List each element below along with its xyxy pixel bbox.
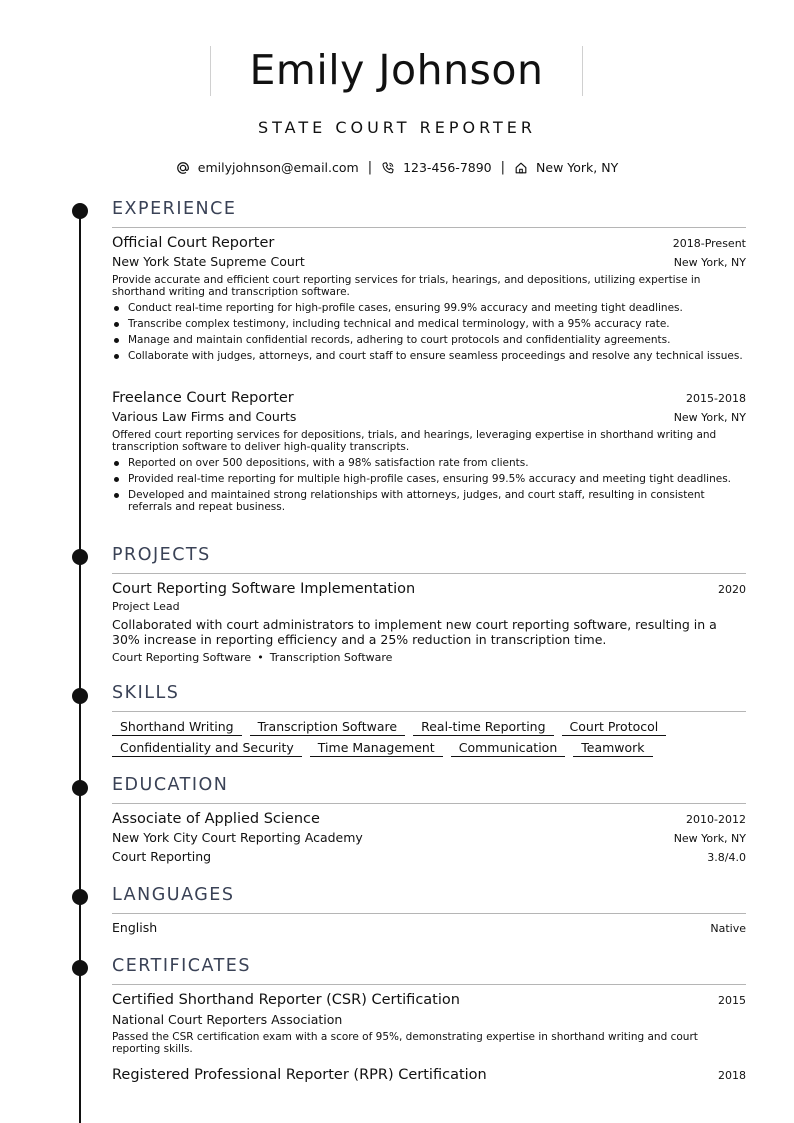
project-name: Court Reporting Software Implementation bbox=[112, 581, 416, 597]
language-row bbox=[112, 920, 746, 936]
list-item: Provided real-time reporting for multiple high-profile cases, ensuring 99.5% accuracy and meeting tight deadlines. bbox=[112, 473, 746, 485]
job-org: Various Law Firms and Courts bbox=[112, 409, 297, 424]
list-item: Developed and maintained strong relationships with attorneys, judges, and court staff, resulting in consistent referrals and repeat business. bbox=[112, 489, 746, 513]
contact-email[interactable] bbox=[176, 160, 359, 176]
skill-tag: Real-time Reporting bbox=[413, 719, 553, 736]
certificate-date: 2018 bbox=[718, 1069, 746, 1082]
section-title-education: EDUCATION bbox=[112, 775, 229, 795]
contact-separator: | bbox=[500, 160, 506, 175]
job-date: 2018-Present bbox=[672, 237, 746, 250]
job-org-row bbox=[112, 254, 746, 270]
job-org-row bbox=[112, 409, 746, 425]
skills-row bbox=[112, 719, 752, 736]
name-frame bbox=[210, 46, 583, 96]
job-summary: Offered court reporting services for depositions, trials, and hearings, leveraging expertise in shorthand writing and transcription software to deliver high-quality transcripts. bbox=[112, 429, 717, 453]
job-bullets bbox=[112, 302, 746, 366]
certificate-name: Certified Shorthand Reporter (CSR) Certification bbox=[112, 992, 460, 1008]
list-item: Manage and maintain confidential records, adhering to court protocols and confidentiality agreements. bbox=[112, 334, 746, 346]
certificate-header bbox=[112, 991, 746, 1009]
job-header bbox=[112, 389, 746, 407]
project-description: Collaborated with court administrators to implement new court reporting software, resulting in a 30% increase in reporting efficiency and a 25% reduction in transcription time. bbox=[112, 617, 717, 647]
list-item: Collaborate with judges, attorneys, and court staff to ensure seamless proceedings and resolve any technical issues. bbox=[112, 350, 746, 362]
job-role: Official Court Reporter bbox=[112, 235, 275, 251]
language-name: English bbox=[112, 920, 158, 935]
candidate-name: Emily Johnson bbox=[249, 46, 544, 94]
job-location: New York, NY bbox=[673, 256, 746, 269]
certificate-name: Registered Professional Reporter (RPR) Certification bbox=[112, 1067, 487, 1083]
project-keywords bbox=[112, 651, 392, 665]
job-title: STATE COURT REPORTER bbox=[257, 118, 537, 137]
timeline-dot bbox=[72, 203, 88, 219]
skill-tag: Confidentiality and Security bbox=[112, 740, 302, 757]
location-text: New York, NY bbox=[536, 160, 619, 175]
list-item: Reported on over 500 depositions, with a 98% satisfaction rate from clients. bbox=[112, 457, 746, 469]
contact-separator: | bbox=[367, 160, 373, 175]
section-divider bbox=[112, 984, 746, 985]
project-role: Project Lead bbox=[112, 600, 180, 613]
job-summary: Provide accurate and efficient court reporting services for trials, hearings, and depositions, utilizing expertise in shorthand writing and transcription software. bbox=[112, 274, 701, 298]
project-header bbox=[112, 580, 746, 598]
skills-row bbox=[112, 740, 752, 757]
project-keyword: Transcription Software bbox=[269, 651, 393, 664]
timeline-dot bbox=[72, 889, 88, 905]
timeline-dot bbox=[72, 960, 88, 976]
at-icon bbox=[176, 161, 190, 175]
phone-icon bbox=[381, 161, 395, 175]
certificate-description: Passed the CSR certification exam with a score of 95%, demonstrating expertise in shorthand writing and court reporting skills. bbox=[112, 1031, 698, 1055]
project-date: 2020 bbox=[718, 583, 746, 596]
education-school-row bbox=[112, 830, 746, 846]
job-role: Freelance Court Reporter bbox=[112, 390, 294, 406]
job-org: New York State Supreme Court bbox=[112, 254, 305, 269]
section-title-skills: SKILLS bbox=[112, 683, 180, 703]
list-item: Conduct real-time reporting for high-profile cases, ensuring 99.9% accuracy and meeting tight deadlines. bbox=[112, 302, 746, 314]
job-location: New York, NY bbox=[673, 411, 746, 424]
skill-tag: Transcription Software bbox=[250, 719, 405, 736]
skill-tag: Time Management bbox=[310, 740, 443, 757]
education-field-row bbox=[112, 849, 746, 865]
section-title-experience: EXPERIENCE bbox=[112, 199, 237, 219]
education-school: New York City Court Reporting Academy bbox=[112, 830, 363, 845]
section-divider bbox=[112, 711, 746, 712]
email-text: emilyjohnson@email.com bbox=[197, 160, 359, 175]
certificate-header bbox=[112, 1066, 746, 1084]
list-item: Transcribe complex testimony, including technical and medical terminology, with a 95% accuracy rate. bbox=[112, 318, 746, 330]
timeline-line bbox=[79, 205, 81, 1123]
keyword-separator: • bbox=[257, 651, 264, 664]
skill-tag: Shorthand Writing bbox=[112, 719, 242, 736]
section-divider bbox=[112, 573, 746, 574]
home-icon bbox=[514, 161, 528, 175]
job-date: 2015-2018 bbox=[686, 392, 746, 405]
section-divider bbox=[112, 913, 746, 914]
project-keyword: Court Reporting Software bbox=[112, 651, 252, 664]
timeline-dot bbox=[72, 549, 88, 565]
job-header bbox=[112, 234, 746, 252]
section-divider bbox=[112, 227, 746, 228]
skills-list bbox=[112, 719, 752, 761]
section-title-projects: PROJECTS bbox=[112, 545, 211, 565]
contact-phone[interactable] bbox=[381, 160, 492, 176]
language-level: Native bbox=[710, 922, 746, 935]
education-header bbox=[112, 810, 746, 828]
skill-tag: Court Protocol bbox=[562, 719, 667, 736]
timeline-dot bbox=[72, 780, 88, 796]
job-bullets bbox=[112, 457, 746, 517]
section-title-languages: LANGUAGES bbox=[112, 885, 235, 905]
education-gpa: 3.8/4.0 bbox=[707, 851, 746, 864]
certificate-issuer: National Court Reporters Association bbox=[112, 1012, 343, 1027]
phone-text: 123-456-7890 bbox=[403, 160, 492, 175]
education-location: New York, NY bbox=[673, 832, 746, 845]
education-degree: Associate of Applied Science bbox=[112, 811, 320, 827]
education-date: 2010-2012 bbox=[686, 813, 746, 826]
timeline-dot bbox=[72, 688, 88, 704]
section-divider bbox=[112, 803, 746, 804]
contact-bar bbox=[0, 160, 794, 176]
section-title-certificates: CERTIFICATES bbox=[112, 956, 251, 976]
education-field: Court Reporting bbox=[112, 849, 212, 864]
skill-tag: Communication bbox=[451, 740, 566, 757]
certificate-date: 2015 bbox=[718, 994, 746, 1007]
skill-tag: Teamwork bbox=[573, 740, 652, 757]
contact-location bbox=[514, 160, 618, 176]
